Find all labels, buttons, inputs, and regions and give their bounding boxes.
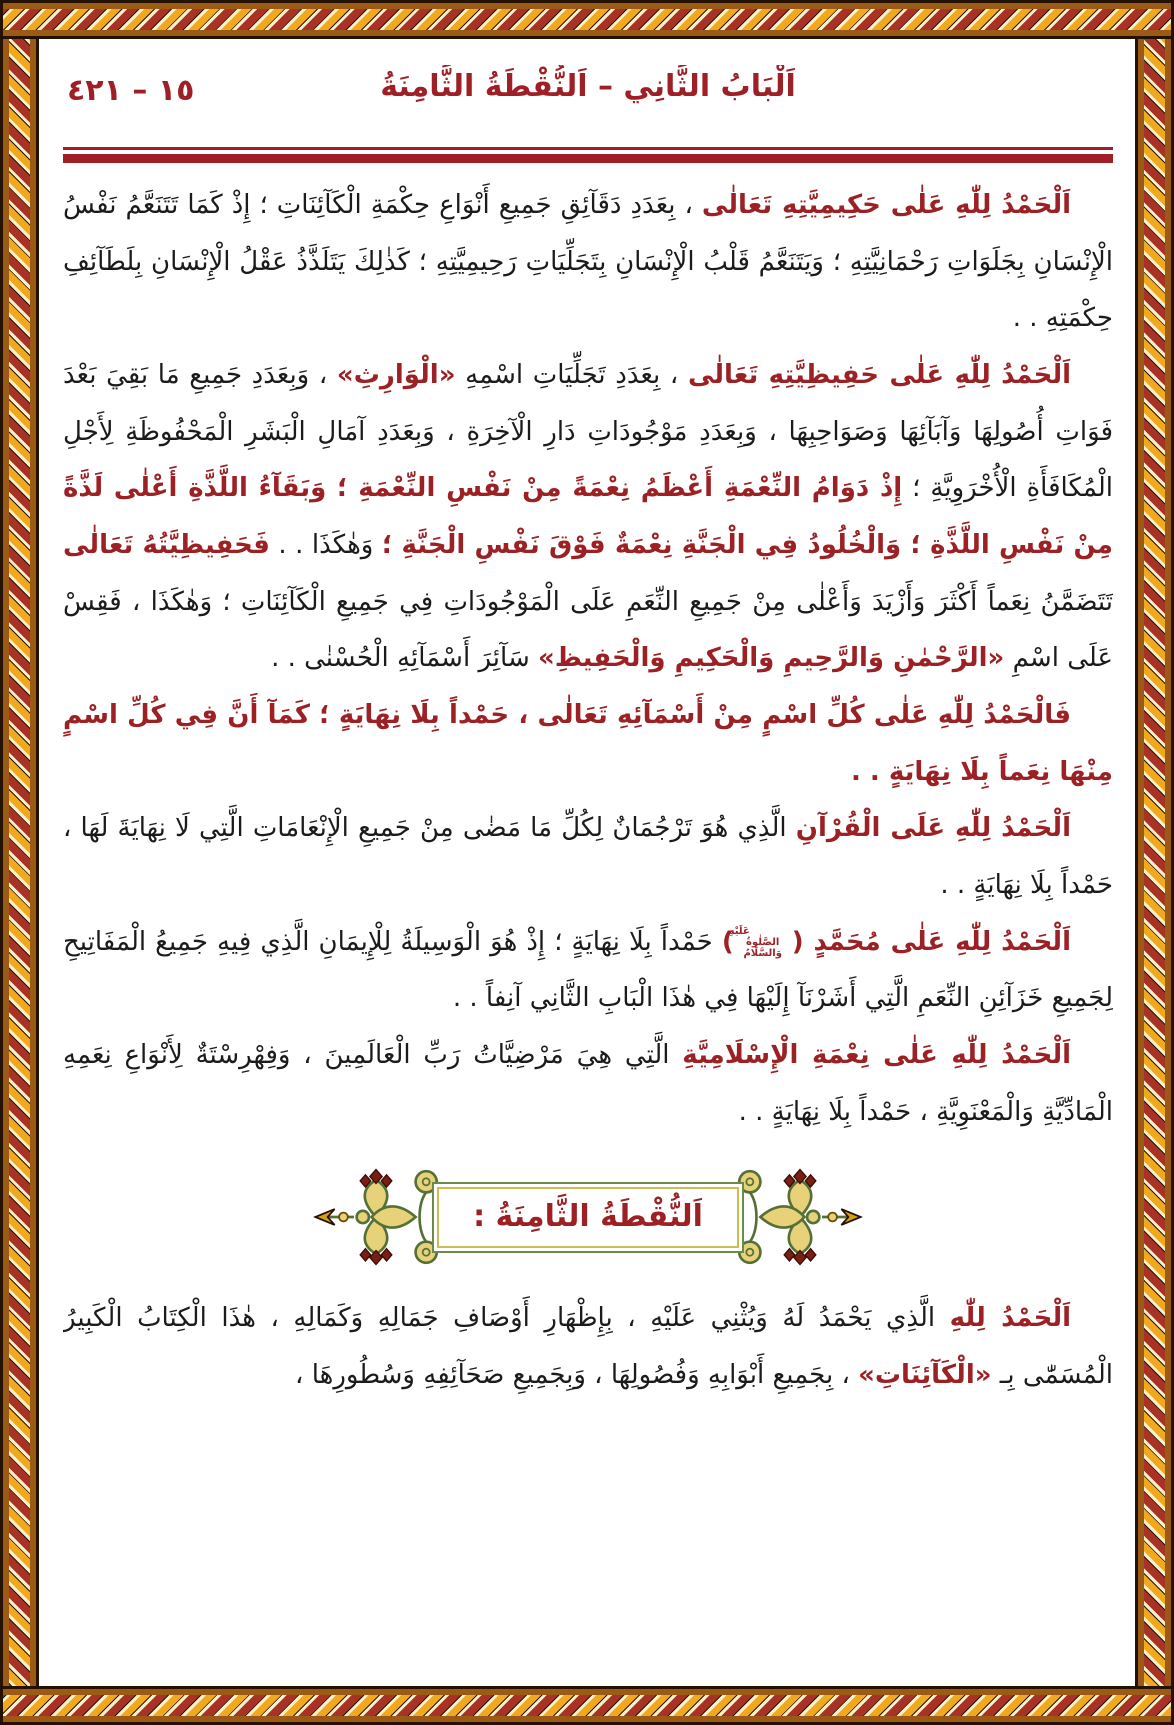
- chapter-title: اَلْبَابُ الثَّانِي – اَلنُّقْطَةُ الثَّامِنَةُ: [380, 69, 796, 104]
- emphasis-text: اَلْحَمْدُ لِلّٰهِ عَلٰى حَفِيظِيَّتِهِ تَعَالٰى: [687, 360, 1071, 391]
- decorative-border-left: [3, 3, 39, 1722]
- body-text: سَآئِرَ أَسْمَآئِهِ الْحُسْنٰى . .: [271, 643, 538, 674]
- section-marker-frame: [432, 1182, 744, 1253]
- page-content: [63, 65, 1113, 1680]
- emphasis-text: إِذْ دَوَامُ النِّعْمَةِ أَعْظَمُ نِعْمَةً مِنْ نَفْسِ النِّعْمَةِ ؛ وَبَقَآءُ اللَّذَّةِ أَعْلٰى لَذَّةً مِنْ نَفْسِ اللَّذَّةِ ؛ وَالْخُلُودُ فِي الْجَنَّةِ نِعْمَةٌ فَوْقَ نَفْسِ الْجَنَّةِ ؛: [63, 473, 1113, 561]
- body-text-bottom: [63, 1290, 1113, 1403]
- emphasis-text: فَالْحَمْدُ لِلّٰهِ عَلٰى كُلِّ اسْمٍ مِنْ أَسْمَآئِهِ تَعَالٰى ، حَمْداً بِلَا نِهَايَةٍ ؛ كَمَآ أَنَّ فِي كُلِّ اسْمٍ مِنْهَا نِعَماً بِلَا نِهَايَةٍ . .: [63, 700, 1113, 787]
- body-text: ، بِجَمِيعِ أَبْوَابِهِ وَفُصُولِهَا ، وَبِجَمِيعِ صَحَآئِفِهِ وَسُطُورِهَا ،: [295, 1360, 859, 1391]
- decorative-border-bottom: [3, 1686, 1171, 1722]
- decorative-border-top: [3, 3, 1171, 39]
- page-header: [63, 65, 1113, 135]
- body-text: ، وَبِعَدَدِ جَمِيعِ مَا بَقِيَ بَعْدَ فَوَاتِ أُصُولِهَا وَآبَآئِهَا وَصَوَاحِبِهَا ، وَبِعَدَدِ مَوْجُودَاتِ دَارِ الْآخِرَةِ ، وَبِعَدَدِ آمَالِ الْبَشَرِ الْمَحْفُوظَةِ لِأَجْلِ الْمُكَافَأَةِ الْأُخْرَوِيَّةِ ؛: [63, 360, 1113, 504]
- paragraph: [63, 800, 1113, 913]
- decorative-border-right: [1135, 3, 1171, 1722]
- body-text: ، بِعَدَدِ تَجَلِّيَاتِ اسْمِهِ: [455, 360, 688, 391]
- paragraph: [63, 177, 1113, 347]
- vine-ornament-right-icon: [734, 1162, 866, 1272]
- section-marker-label: اَلنُّقْطَةُ الثَّامِنَةُ :: [473, 1198, 703, 1234]
- section-marker-frame-inner: [437, 1187, 739, 1248]
- paragraph: [63, 347, 1113, 687]
- body-text: الَّذِي يَحْمَدُ لَهُ وَيُثْنِي عَلَيْهِ ، بِإِظْهَارِ أَوْصَافِ جَمَالِهِ وَكَمَالِهِ ، هٰذَا الْكِتَابُ الْكَبِيرُ الْمُسَمّٰى بِـ: [63, 1303, 1113, 1391]
- emphasis-text: اَلْحَمْدُ لِلّٰهِ عَلٰى نِعْمَةِ الْإِسْلَامِيَّةِ: [682, 1040, 1072, 1071]
- paragraph: [63, 914, 1113, 1027]
- prophet-honorific: (عَلَيْهِ الصَّلٰوةُ وَالسَّلَامُ): [721, 925, 804, 959]
- emphasis-text: «الرَّحْمٰنِ وَالرَّحِيمِ وَالْحَكِيمِ وَالْحَفِيظِ»: [538, 643, 1005, 674]
- emphasis-text: اَلْحَمْدُ لِلّٰهِ عَلَى الْقُرْآنِ: [795, 813, 1071, 844]
- body-text: حَمْداً بِلَا نِهَايَةٍ ؛ إِذْ هُوَ الْوَسِيلَةُ لِلْإِيمَانِ الَّذِي فِيهِ جَمِيعُ الْمَفَاتِيحِ لِجَمِيعِ خَزَآئِنِ النِّعَمِ الَّتِي أَشَرْنَآ إِلَيْهَا فِي هٰذَا الْبَابِ الثَّانِي آنِفاً . .: [63, 926, 1113, 1014]
- body-text: وَهٰكَذَا . .: [269, 530, 382, 561]
- emphasis-text: فَحَفِيظِيَّتُهُ تَعَالٰى: [63, 530, 270, 561]
- emphasis-text: اَلْحَمْدُ لِلّٰهِ عَلٰى مُحَمَّدٍ: [803, 926, 1071, 957]
- paragraph: [63, 687, 1113, 800]
- body-text: ، بِعَدَدِ دَقَآئِقِ جَمِيعِ أَنْوَاعِ حِكْمَةِ الْكَآئِنَاتِ ؛ إِذْ كَمَا تَتَنَعَّمُ نَفْسُ الْإِنْسَانِ بِجَلَوَاتِ رَحْمَانِيَّتِهِ ؛ وَيَتَنَعَّمُ قَلْبُ الْإِنْسَانِ بِتَجَلِّيَاتِ رَحِيمِيَّتِهِ ؛ كَذٰلِكَ يَتَلَذَّذُ عَقْلُ الْإِنْسَانِ بِلَطَآئِفِ حِكْمَتِهِ . .: [63, 190, 1113, 334]
- paragraph: [63, 1290, 1113, 1403]
- header-rule-thin: [63, 147, 1113, 150]
- body-text: الَّتِي هِيَ مَرْضِيَّاتُ رَبِّ الْعَالَمِينَ ، وَفِهْرِسْتَةٌ لِأَنْوَاعِ نِعَمِهِ الْمَادِّيَّةِ وَالْمَعْنَوِيَّةِ ، حَمْداً بِلَا نِهَايَةٍ . .: [63, 1040, 1113, 1127]
- section-marker: [63, 1162, 1113, 1272]
- header-rule-thick: [63, 154, 1113, 163]
- emphasis-text: «الْكَآئِنَاتِ»: [858, 1360, 992, 1391]
- emphasis-text: «الْوَارِثِ»: [336, 360, 456, 391]
- body-text: الَّذِي هُوَ تَرْجُمَانٌ لِكُلِّ مَا مَضٰى مِنْ جَمِيعِ الْإِنْعَامَاتِ الَّتِي لَا نِهَايَةَ لَهَا ، حَمْداً بِلَا نِهَايَةٍ . .: [63, 813, 1113, 901]
- body-text-top: [63, 177, 1113, 1140]
- emphasis-text: اَلْحَمْدُ لِلّٰهِ عَلٰى حَكِيمِيَّتِهِ تَعَالٰى: [701, 190, 1071, 220]
- vine-ornament-left-icon: [310, 1162, 442, 1272]
- emphasis-text: اَلْحَمْدُ لِلّٰهِ: [949, 1303, 1071, 1334]
- body-text: تَتَضَمَّنُ نِعَماً أَكْثَرَ وَأَزْيَدَ وَأَعْلٰى مِنْ جَمِيعِ النِّعَمِ عَلَى الْمَوْجُودَاتِ فِي جَمِيعِ الْكَآئِنَاتِ ؛ وَهٰكَذَا ، فَقِسْ عَلَى اسْمِ: [63, 586, 1113, 674]
- paragraph: [63, 1027, 1113, 1140]
- page-number: ١٥ – ٤٢١: [67, 73, 195, 108]
